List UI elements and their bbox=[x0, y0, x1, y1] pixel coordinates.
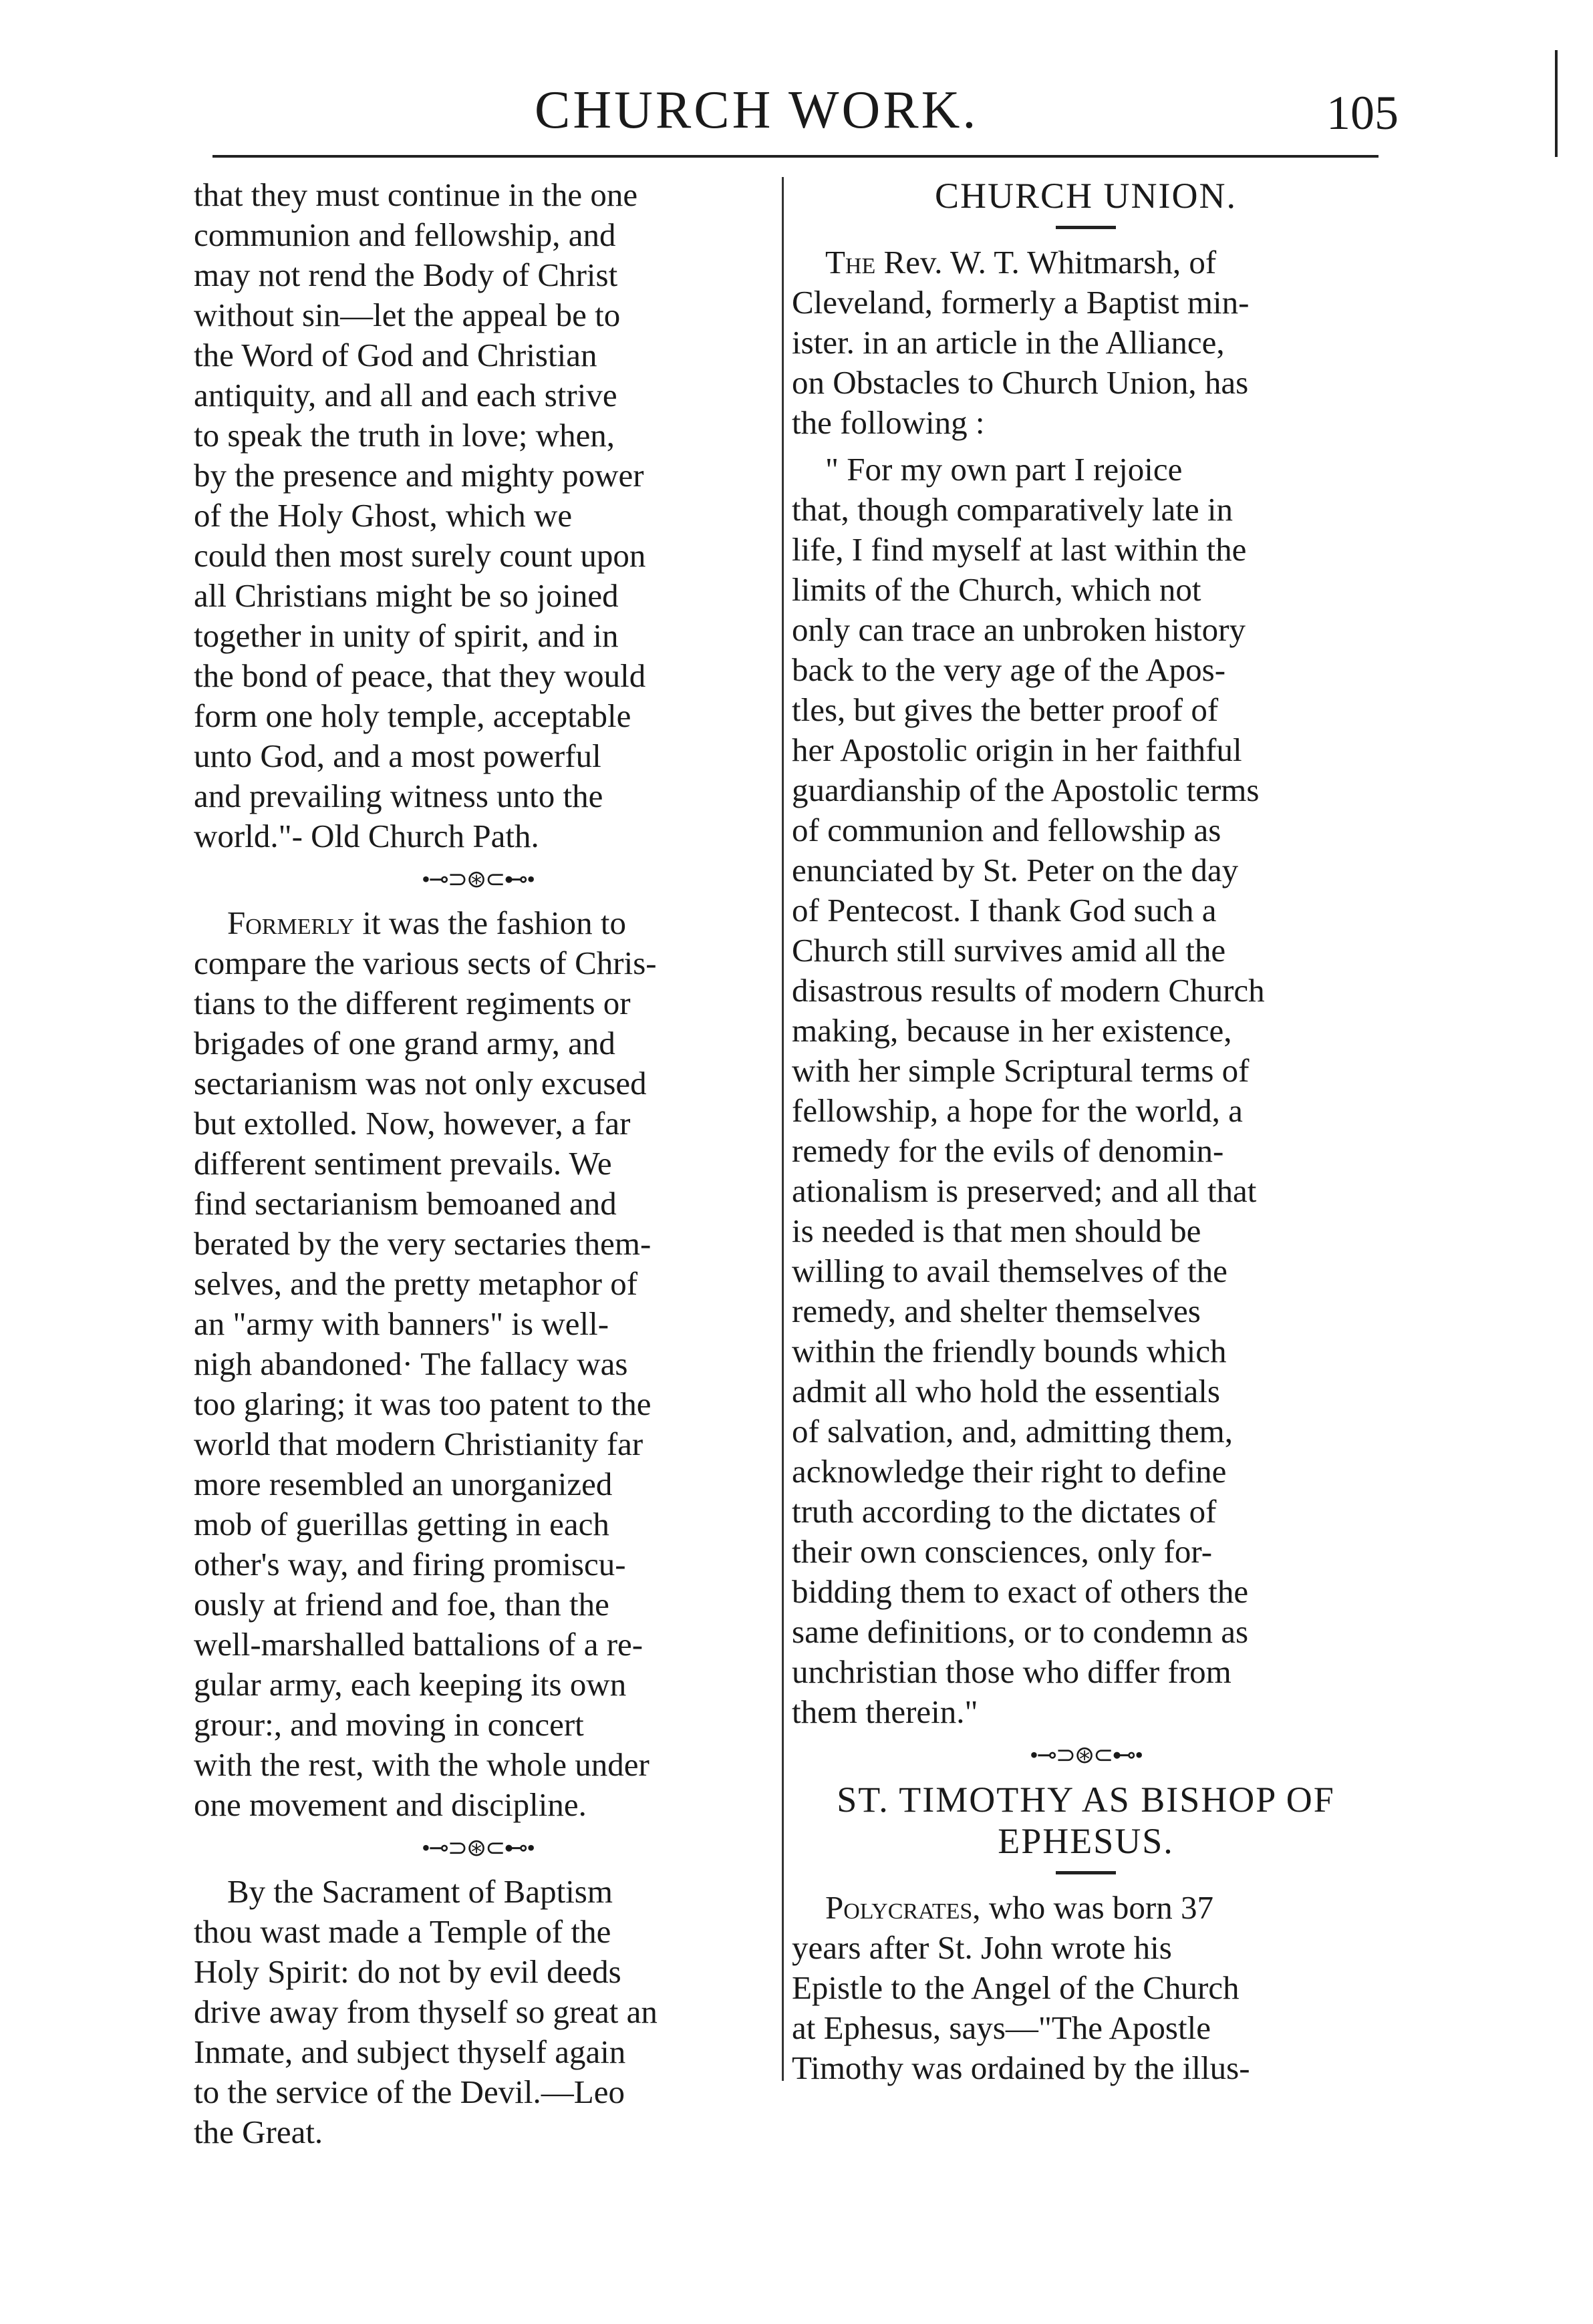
lead-word: The bbox=[825, 244, 876, 281]
whitmarsh-quote-paragraph: " For my own part I rejoice that, though comparatively late in life, I find myself at last within the limits of the Church, which not only can trace an unbroken history back to the very age of the Apos- tles, but gives the better proof of her Apostolic origin in her faithful guardianship of the Apostolic terms of communion and fellowship as enunciated by St. Peter on the day of Pentecost. I thank God such a Church still survives amid all the disastrous results of modern Church making, because in her existence, with her simple Scriptural terms of fellowship, a hope for the world, a remedy for the evils of denomin- ationalism is preserved; and all that is needed is that men should be willing to avail themselves of the remedy, and shelter themselves within the friendly bounds which admit all who hold the essentials of salvation, and, admitting them, acknowledge their right to define truth according to the dictates of their own consciences, only for- bidding them to exact of others the same definitions, or to condemn as unchristian those who differ from them therein." bbox=[792, 451, 1265, 1730]
section-heading-st-timothy: ST. TIMOTHY AS BISHOP OF EPHESUS. bbox=[837, 1780, 1335, 1861]
paragraph-body: Rev. W. T. Whitmarsh, of Cleveland, formerly a Baptist min- ister. in an article in the Alliance, on Obstacles to Church Union, has the following : bbox=[792, 244, 1250, 441]
sectarianism-paragraph bbox=[194, 903, 762, 1825]
paragraph-body: it was the fashion to compare the various sects of Chris- tians to the different regiments or brigades of one grand army, and sectarianism was not only excused but extolled. Now, however, a far different sentiment prevails. We find sectarianism bemoaned and berated by the very sectaries them- selves, and the pretty metaphor of an "army with banners" is well- nigh abandoned· The fallacy was too glaring; it was too patent to the world that modern Christianity far more resembled an unorganized mob of guerillas getting in each other's way, and firing promiscu- ously at friend and foe, than the well-marshalled battalions of a re- gular army, each keeping its own grour:, and moving in concert with the rest, with the whole under one movement and discipline. bbox=[194, 904, 657, 1823]
baptism-quote-paragraph: By the Sacrament of Baptism thou wast made a Temple of the Holy Spirit: do not by evil deeds drive away from thyself so great an Inmate, and subject thyself again to the service of the Devil.—Leo the Great. bbox=[194, 1873, 658, 2150]
page-number: 105 bbox=[1326, 86, 1399, 140]
section-heading-church-union: CHURCH UNION. bbox=[934, 176, 1237, 216]
paragraph-body: who was born 37 years after St. John wrote his Epistle to the Angel of the Church at Ephesus, says—"The Apostle Timothy was ordained by the illus- bbox=[792, 1889, 1250, 2086]
lead-word: Polycrates, bbox=[825, 1889, 981, 1926]
right-column bbox=[792, 175, 1380, 2088]
section-ornament: •⊸⊃⊛⊂⊷• bbox=[422, 1834, 534, 1861]
margin-line bbox=[1555, 50, 1558, 157]
heading-rule bbox=[1056, 1871, 1116, 1874]
section-ornament: •⊸⊃⊛⊂⊷• bbox=[1030, 1741, 1142, 1768]
whitmarsh-intro-paragraph bbox=[792, 242, 1380, 443]
polycrates-paragraph bbox=[792, 1888, 1380, 2088]
left-column bbox=[194, 175, 762, 2152]
section-ornament: •⊸⊃⊛⊂⊷• bbox=[422, 866, 534, 892]
continued-paragraph: that they must continue in the one communion and fellowship, and may not rend the Body of Christ without sin—let the appeal be to the Word of God and Christian antiquity, and all and each strive to speak the truth in love; when, by the presence and mighty power of the Holy Ghost, which we could then most surely count upon all Christians might be so joined together in unity of spirit, and in the bond of peace, that they would form one holy temple, acceptable unto God, and a most powerful and prevailing witness unto the world."- Old Church Path. bbox=[194, 176, 646, 854]
running-title: CHURCH WORK. bbox=[535, 81, 979, 140]
column-divider bbox=[782, 177, 784, 2081]
header-rule bbox=[212, 155, 1379, 158]
lead-word: Formerly bbox=[227, 904, 355, 941]
heading-rule bbox=[1056, 226, 1116, 229]
